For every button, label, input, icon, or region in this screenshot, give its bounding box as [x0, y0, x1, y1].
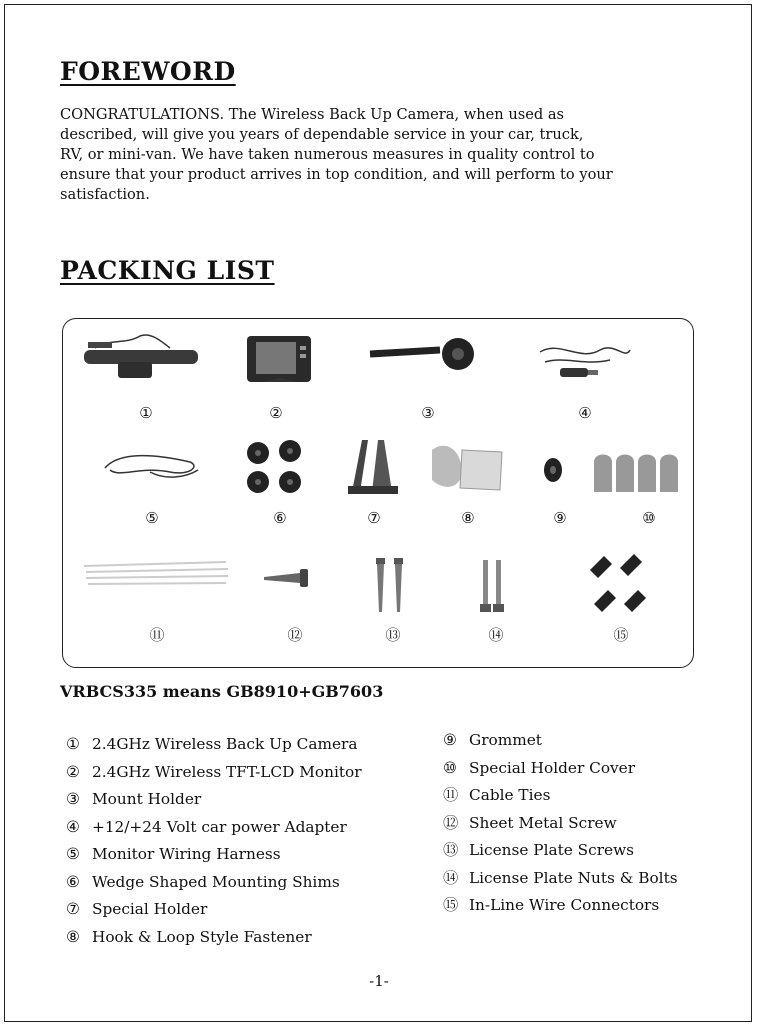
list-item: ① 2.4GHz Wireless Back Up Camera [66, 735, 358, 753]
packing-list-left [66, 733, 362, 953]
list-item: ⑨ Grommet [443, 731, 542, 749]
list-item: ⑥ Wedge Shaped Mounting Shims [66, 872, 340, 891]
foreword-line: satisfaction. [60, 186, 150, 203]
list-item: ⑩ Special Holder Cover [443, 758, 636, 777]
part-number: ③ [421, 404, 435, 422]
special-holder-illustration [348, 440, 398, 494]
foreword-line: RV, or mini-van. We have taken numerous measures in quality control to [60, 146, 595, 163]
list-item: ③ Mount Holder [66, 790, 202, 808]
part-number: ⑧ [461, 509, 475, 527]
list-item: ② 2.4GHz Wireless TFT-LCD Monitor [66, 762, 362, 781]
model-line: VRBCS335 means GB8910+GB7603 [60, 682, 384, 701]
monitor-illustration [247, 336, 311, 382]
list-item: ⑫ Sheet Metal Screw [443, 813, 617, 832]
part-number: ⑦ [367, 509, 381, 527]
list-item: ⑧ Hook & Loop Style Fastener [66, 927, 312, 946]
mounting-shims-illustration [247, 440, 301, 493]
nuts-bolts-illustration [480, 560, 504, 612]
list-item: ⑬ License Plate Screws [443, 841, 635, 859]
part-number: ⑬ [385, 626, 401, 644]
part-number: ② [269, 404, 283, 422]
foreword-heading: FOREWORD [60, 57, 236, 86]
list-item: ⑮ In-Line Wire Connectors [443, 896, 660, 914]
part-number: ⑥ [273, 509, 287, 527]
foreword-line: ensure that your product arrives in top condition, and will perform to your [60, 166, 613, 183]
list-item: ④ +12/+24 Volt car power Adapter [66, 817, 347, 836]
wiring-harness-illustration [105, 456, 198, 477]
camera-bar-illustration [84, 335, 198, 378]
packing-list-heading: PACKING LIST [60, 256, 275, 285]
foreword-line: CONGRATULATIONS. The Wireless Back Up Camera, when used as [60, 106, 565, 123]
list-item: ⑪ Cable Ties [443, 786, 551, 804]
power-adapter-illustration [540, 348, 630, 377]
part-number: ⑭ [488, 626, 504, 644]
cable-ties-illustration [84, 562, 228, 584]
packing-list-right [443, 729, 678, 922]
sheet-metal-screw-illustration [264, 569, 308, 587]
list-item: ⑦ Special Holder [66, 900, 208, 918]
wire-connectors-illustration [590, 554, 646, 612]
part-number: ⑪ [149, 626, 165, 644]
part-number: ① [139, 404, 153, 422]
part-number: ⑨ [553, 509, 567, 527]
mount-holder-illustration [370, 338, 474, 370]
list-item: ⑤ Monitor Wiring Harness [66, 845, 281, 863]
grommet-illustration [544, 458, 562, 482]
part-number: ⑩ [642, 509, 656, 527]
part-number: ⑤ [145, 509, 159, 527]
fastener-illustration [432, 446, 502, 490]
plate-screws-illustration [376, 558, 403, 612]
list-item: ⑭ License Plate Nuts & Bolts [443, 868, 678, 887]
foreword-line: described, will give you years of dependable service in your car, truck, [60, 126, 584, 143]
part-number: ⑮ [613, 626, 629, 644]
holder-cover-illustration [594, 455, 678, 493]
part-number: ④ [578, 404, 592, 422]
page-number: -1- [369, 972, 389, 990]
part-number: ⑫ [287, 626, 303, 644]
